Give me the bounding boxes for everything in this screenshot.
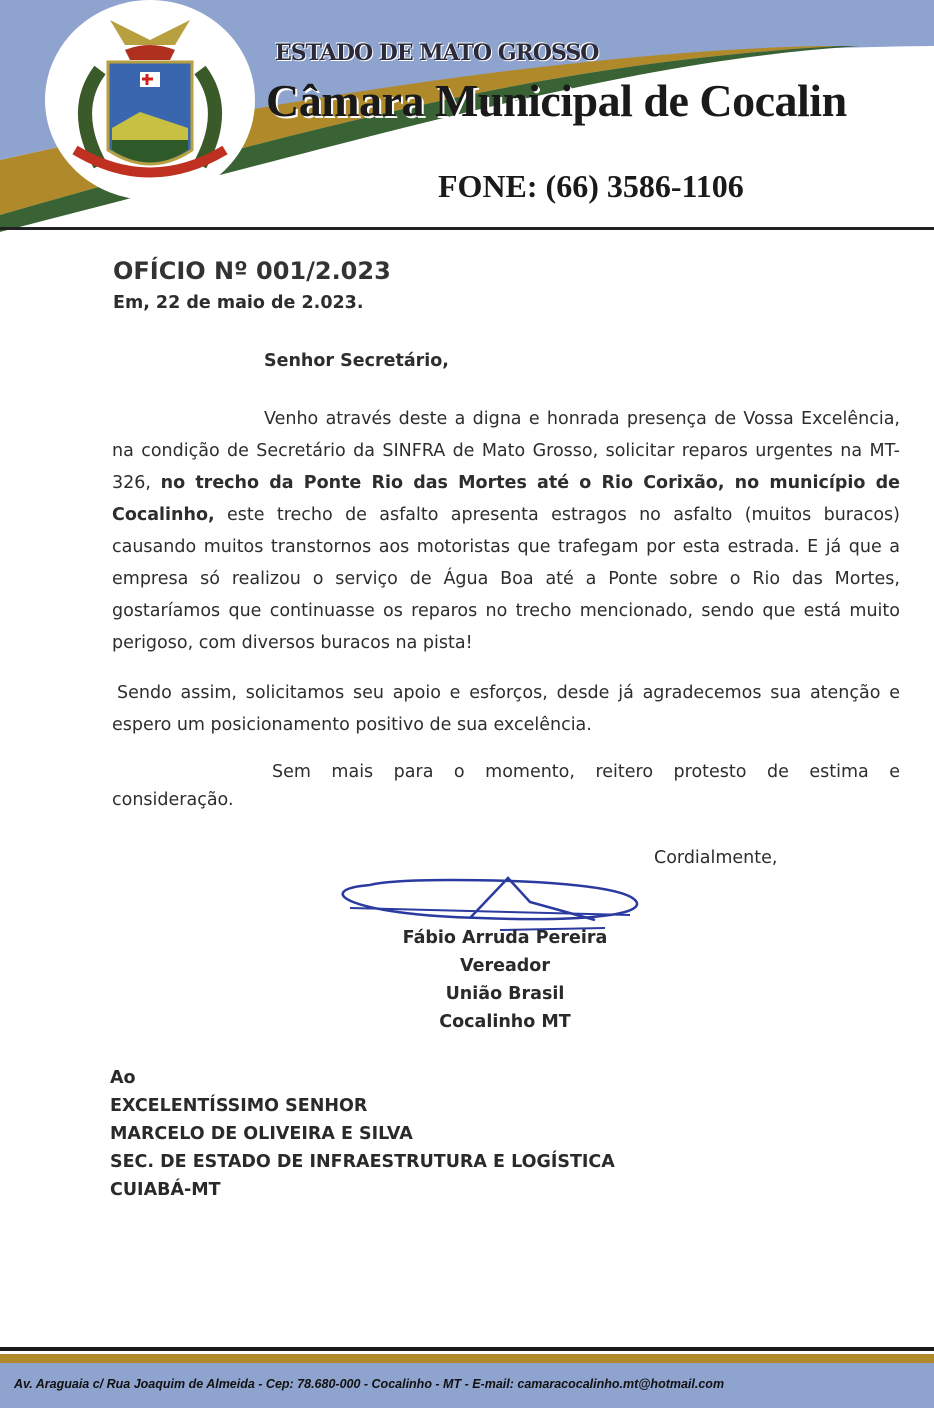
signer-role: Vereador	[460, 956, 550, 976]
footer-address: Av. Araguaia c/ Rua Joaquim de Almeida - Cep: 78.680-000 - Cocalinho - MT - E-mail: camaracocalinho.mt@hotmail.com	[14, 1377, 725, 1391]
institution-name: Câmara Municipal de Cocalin	[266, 75, 847, 126]
p1-text-b: este trecho de asfalto apresenta estragos no asfalto (muitos buracos) causando muitos transtornos aos motoristas que trafegam por esta estrada. E já que a empresa só realizou o serviço de Água Boa até a Ponte sobre o Rio das Mortes, gostaríamos que continuasse os reparos no trecho mencionado, sendo que está muito perigoso, com diversos buracos na pista!	[112, 505, 900, 653]
state-name: ESTADO DE MATO GROSSO	[275, 40, 599, 66]
recipient-line: CUIABÁ-MT	[110, 1180, 221, 1200]
paragraph-1	[112, 403, 900, 659]
recipient-block	[110, 1064, 615, 1204]
salutation: Senhor Secretário,	[264, 351, 449, 371]
letter-date: Em, 22 de maio de 2.023.	[113, 293, 364, 313]
recipient-line: EXCELENTÍSSIMO SENHOR	[110, 1096, 368, 1116]
closing: Cordialmente,	[654, 848, 778, 868]
p1-text-bold: no trecho da Ponte Rio das Mortes até o Rio Corixão, no município de Cocalinho,	[112, 473, 900, 525]
signature-block	[380, 924, 630, 1036]
paragraph-3: Sem mais para o momento, reitero protesto de estima e consideração.	[112, 762, 900, 810]
header-divider	[0, 227, 934, 230]
coat-of-arms-icon	[45, 0, 255, 200]
phone-number: FONE: (66) 3586-1106	[438, 168, 744, 204]
recipient-line: MARCELO DE OLIVEIRA E SILVA	[110, 1124, 413, 1144]
signer-party: União Brasil	[445, 984, 565, 1004]
letter-number: OFÍCIO Nº 001/2.023	[113, 257, 391, 285]
footer-divider	[0, 1347, 934, 1351]
recipient-line: SEC. DE ESTADO DE INFRAESTRUTURA E LOGÍSTICA	[110, 1152, 615, 1172]
paragraph-2: Sendo assim, solicitamos seu apoio e esforços, desde já agradecemos sua atenção e espero um posicionamento positivo de sua excelência.	[112, 683, 900, 735]
signer-city: Cocalinho MT	[439, 1012, 571, 1032]
p1-text-a: Venho através deste a digna e honrada presença de Vossa Excelência, na condição de Secretário da SINFRA de Mato Grosso, solicitar reparos urgentes na MT-326,	[112, 409, 900, 493]
signer-name: Fábio Arruda Pereira	[402, 928, 608, 948]
footer-gold-band	[0, 1354, 934, 1363]
recipient-line: Ao	[110, 1068, 136, 1088]
